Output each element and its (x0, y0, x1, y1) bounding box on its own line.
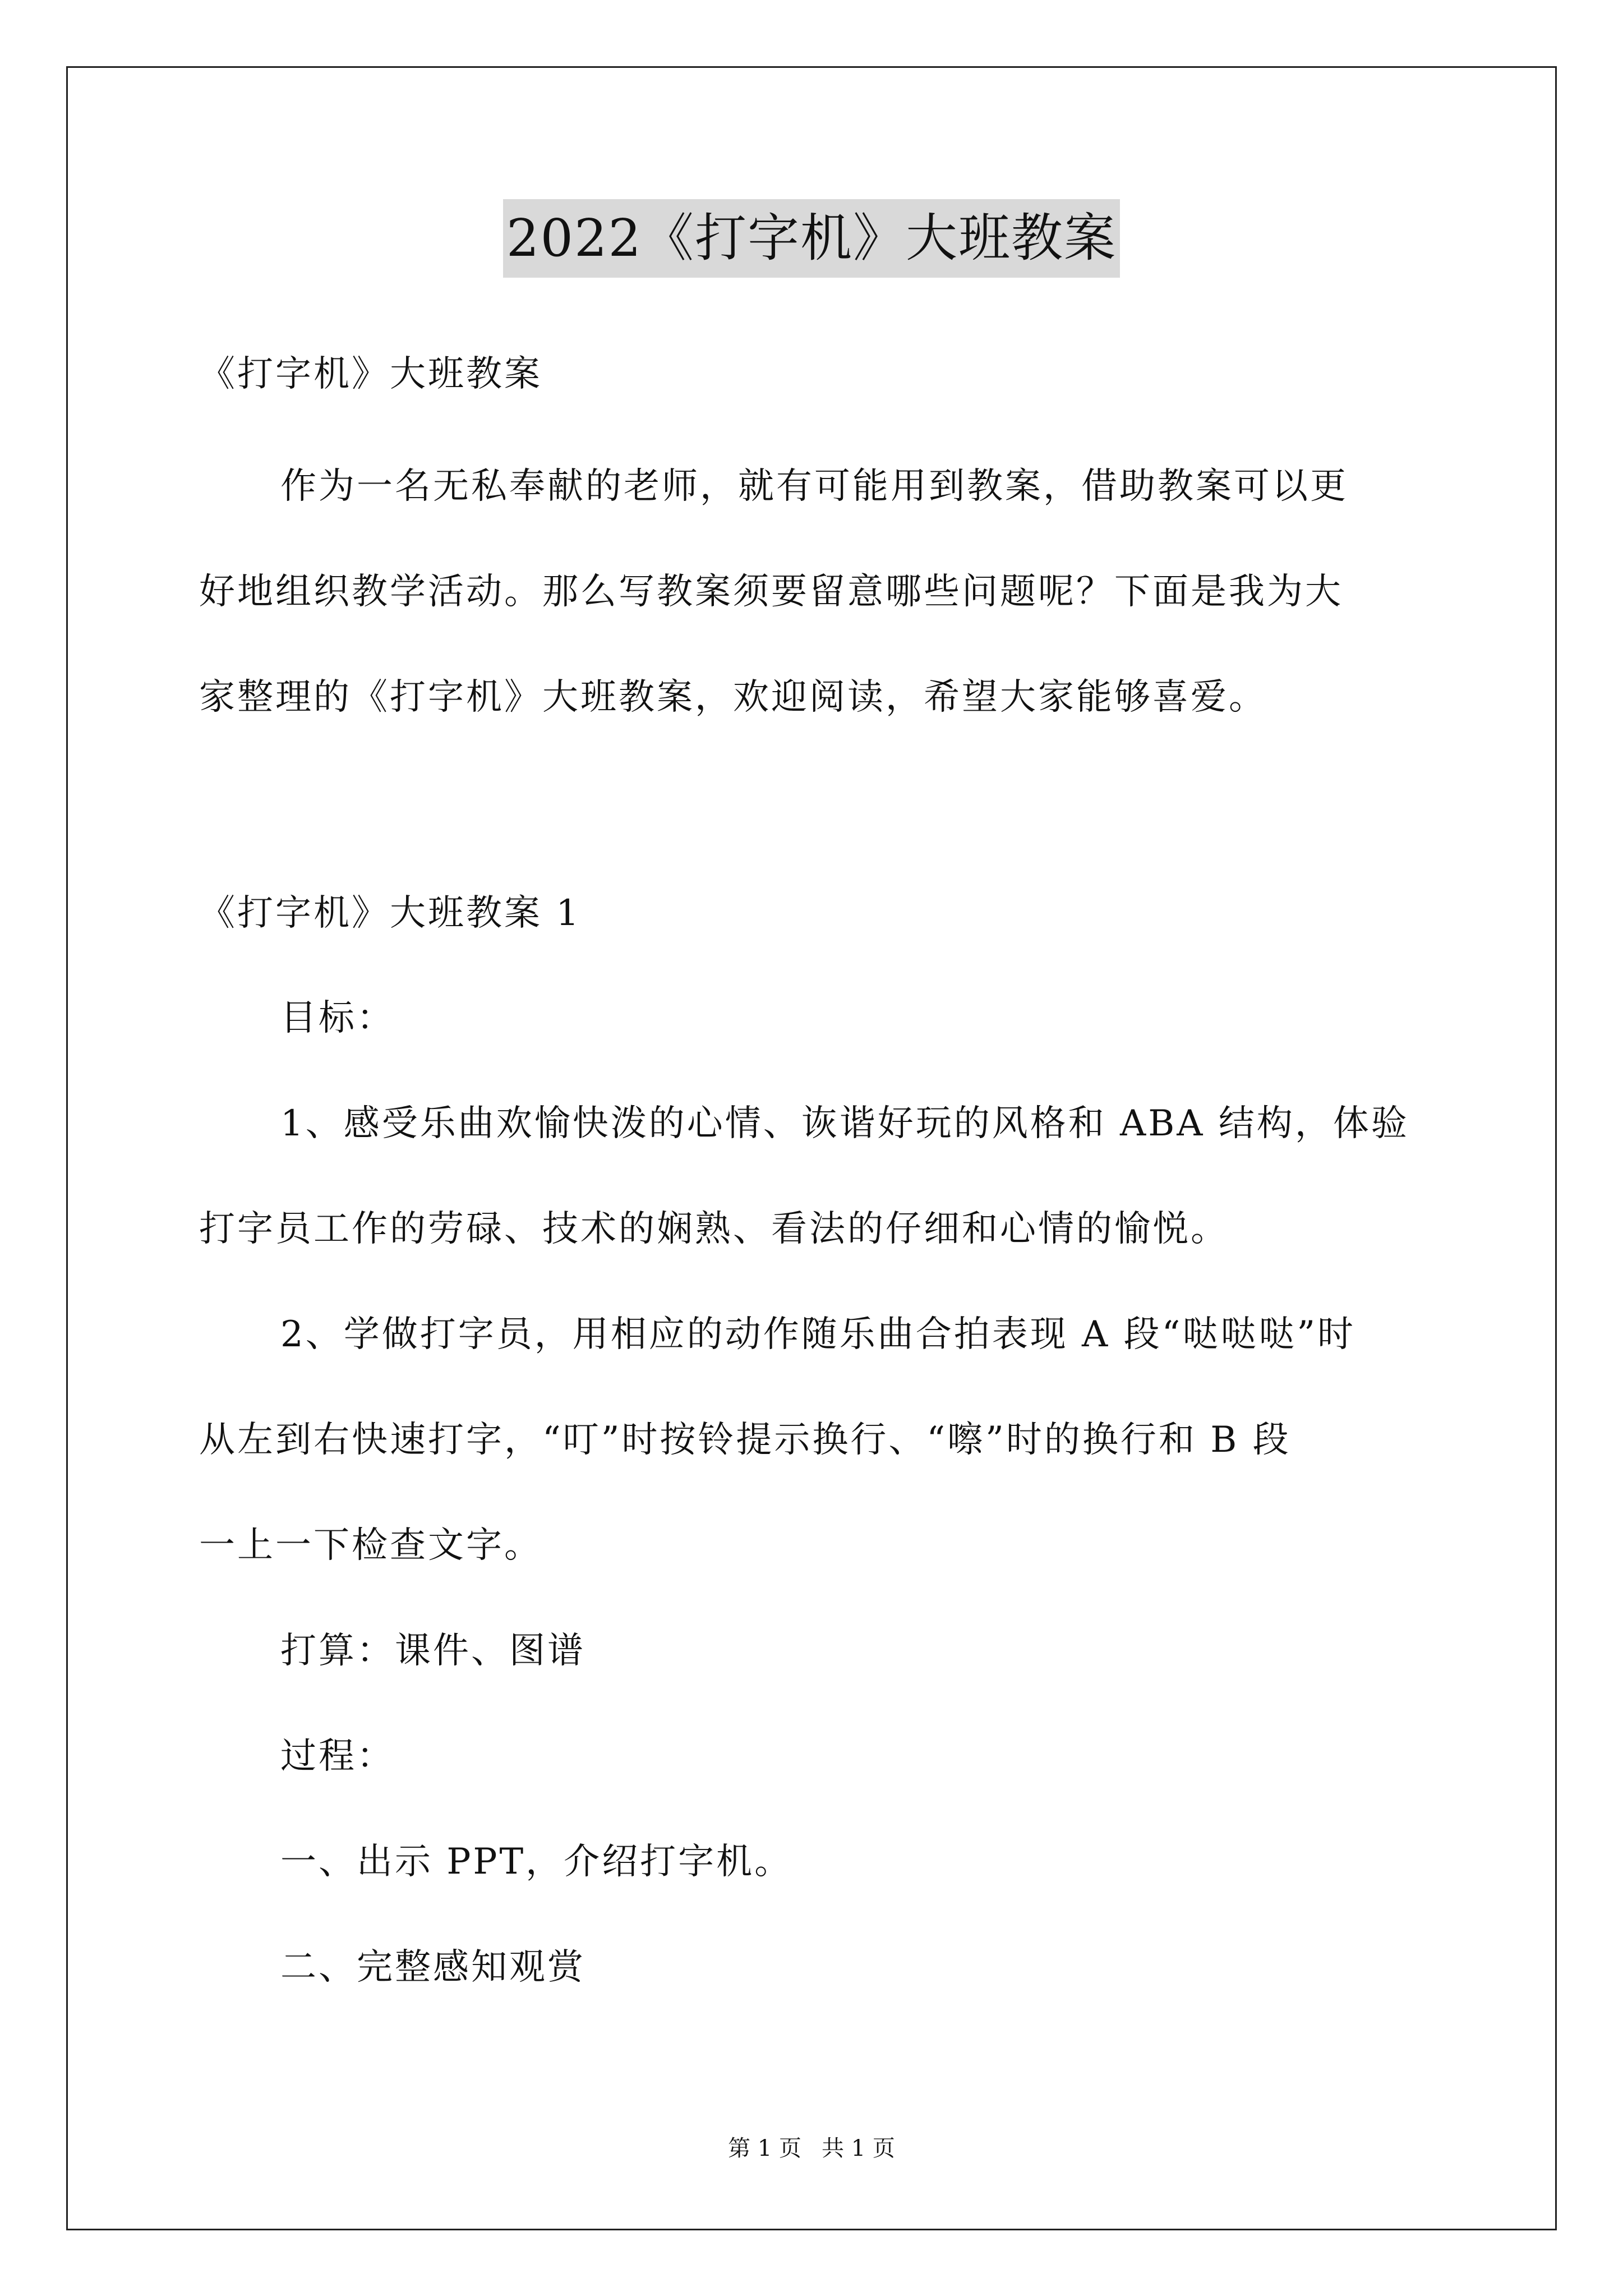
paragraph-line: 家整理的《打字机》大班教案，欢迎阅读，希望大家能够喜爱。 (199, 677, 1267, 718)
paragraph-line: 2、学做打字员，用相应的动作随乐曲合拍表现 A 段“哒哒哒”时 (280, 1314, 1356, 1355)
page-total: 共 1 页 (822, 2136, 895, 2161)
page-footer (0, 2132, 1623, 2165)
paragraph-line: 1、感受乐曲欢愉快泼的心情、诙谐好玩的风格和 ABA 结构，体验 (280, 1103, 1409, 1144)
section-heading: 《打字机》大班教案 1 (199, 892, 582, 934)
paragraph-line: 打字员工作的劳碌、技术的娴熟、看法的仔细和心情的愉悦。 (199, 1208, 1229, 1250)
paragraph-line: 目标： (280, 997, 395, 1039)
title-container (0, 199, 1623, 278)
paragraph-line: 一、出示 PPT，介绍打字机。 (280, 1841, 793, 1883)
paragraph-line: 从左到右快速打字，“叮”时按铃提示换行、“嚓”时的换行和 B 段 (199, 1419, 1291, 1461)
paragraph-line: 好地组织教学活动。那么写教案须要留意哪些问题呢？下面是我为大 (199, 571, 1343, 613)
paragraph-line: 作为一名无私奉献的老师，就有可能用到教案，借助教案可以更 (280, 466, 1348, 507)
page-number: 第 1 页 (728, 2136, 801, 2161)
subtitle-line: 《打字机》大班教案 (199, 353, 542, 395)
paragraph-line: 一上一下检查文字。 (199, 1525, 542, 1566)
paragraph-line: 二、完整感知观赏 (280, 1947, 585, 1988)
paragraph-line: 过程： (280, 1736, 395, 1777)
document-title: 2022《打字机》大班教案 (503, 199, 1120, 278)
paragraph-line: 打算：课件、图谱 (280, 1630, 585, 1672)
